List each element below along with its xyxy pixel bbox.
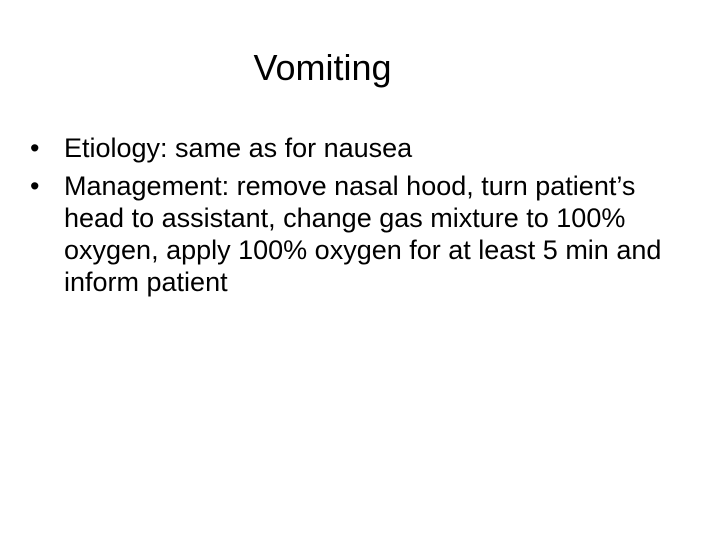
bullet-marker: •: [30, 171, 40, 201]
slide-title: Vomiting: [253, 47, 392, 88]
bullet-text-management: Management: remove nasal hood, turn patient’s head to assistant, change gas mixture to 100% oxygen, apply 100% oxygen for at least 5 min and inform patient: [64, 171, 662, 297]
bullet-list: [30, 132, 690, 304]
bullet-marker: •: [30, 133, 40, 163]
bullet-item-etiology: [30, 132, 690, 164]
bullet-item-management: [30, 170, 690, 298]
bullet-text-etiology: Etiology: same as for nausea: [64, 133, 413, 163]
